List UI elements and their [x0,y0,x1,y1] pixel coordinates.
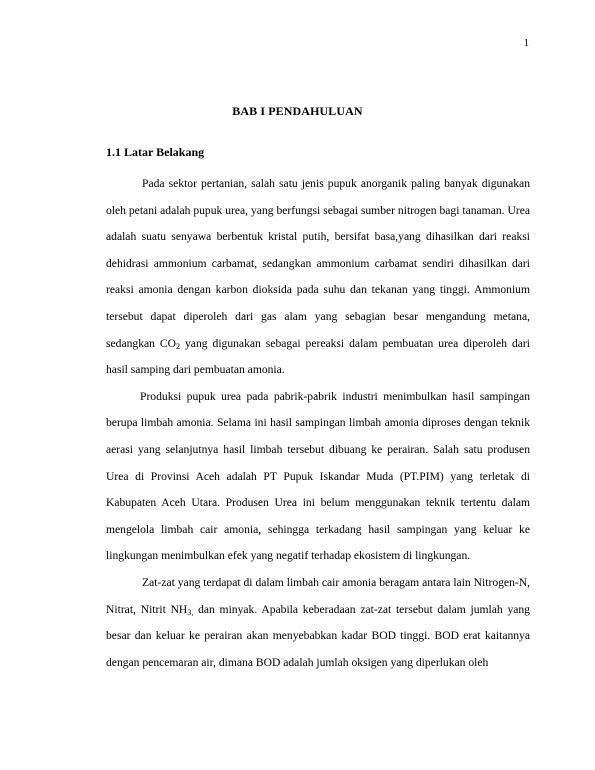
page-number: 1 [523,38,529,49]
co2-subscript: 2 [176,341,181,351]
body-text [106,171,530,676]
paragraph-1-text-a: Pada sektor pertanian, salah satu jenis pupuk anorganik paling banyak digunakan oleh petani adalah pupuk urea, yang berfungsi sebagai sumber nitrogen bagi tanaman. Urea adalah suatu senyawa berbentuk kristal putih, bersifat basa,yang dihasilkan dari reaksi dehidrasi ammonium carbamat, sedangkan ammonium carbamat sendiri dihasilkan dari reaksi amonia dengan karbon dioksida pada suhu dan tekanan yang tinggi. Ammonium tersebut dapat diperoleh dari gas alam yang sebagian besar mengandung metana, sedangkan CO [106,177,530,350]
paragraph-1 [106,171,530,384]
paragraph-2: Produksi pupuk urea pada pabrik-pabrik industri menimbulkan hasil sampingan berupa limbah amonia. Selama ini hasil sampingan limbah amonia diproses dengan teknik aerasi yang selanjutnya hasil limbah tersebut dibuang ke perairan. Salah satu produsen Urea di Provinsi Aceh adalah PT Pupuk Iskandar Muda (PT.PIM) yang terletak di Kabupaten Aceh Utara. Produsen Urea ini belum menggunakan teknik tertentu dalam mengelola limbah cair amonia, sehingga terkadang hasil sampingan yang keluar ke lingkungan menimbulkan efek yang negatif terhadap ekosistem di lingkungan. [106,389,530,563]
paragraph-3 [106,570,530,676]
nh3-subscript: 3, [187,607,194,617]
paragraph-3-text-b: dan minyak. Apabila keberadaan zat-zat tersebut dalam jumlah yang besar dan keluar ke perairan akan menyebabkan kadar BOD tinggi. BOD erat kaitannya dengan pencemaran air, dimana BOD adalah jumlah oksigen yang diperlukan oleh [106,602,530,669]
paragraph-1-text-b: yang digunakan sebagai pereaksi dalam pembuatan urea diperoleh dari hasil samping dari pembuatan amonia. [106,336,530,377]
section-title: 1.1 Latar Belakang [106,145,205,159]
chapter-title: BAB I PENDAHULUAN [232,104,363,118]
paragraph-3-text-a: Zat-zat yang terdapat di dalam limbah cair amonia beragam antara lain Nitrogen-N, Nitrat, Nitrit NH [106,575,530,616]
